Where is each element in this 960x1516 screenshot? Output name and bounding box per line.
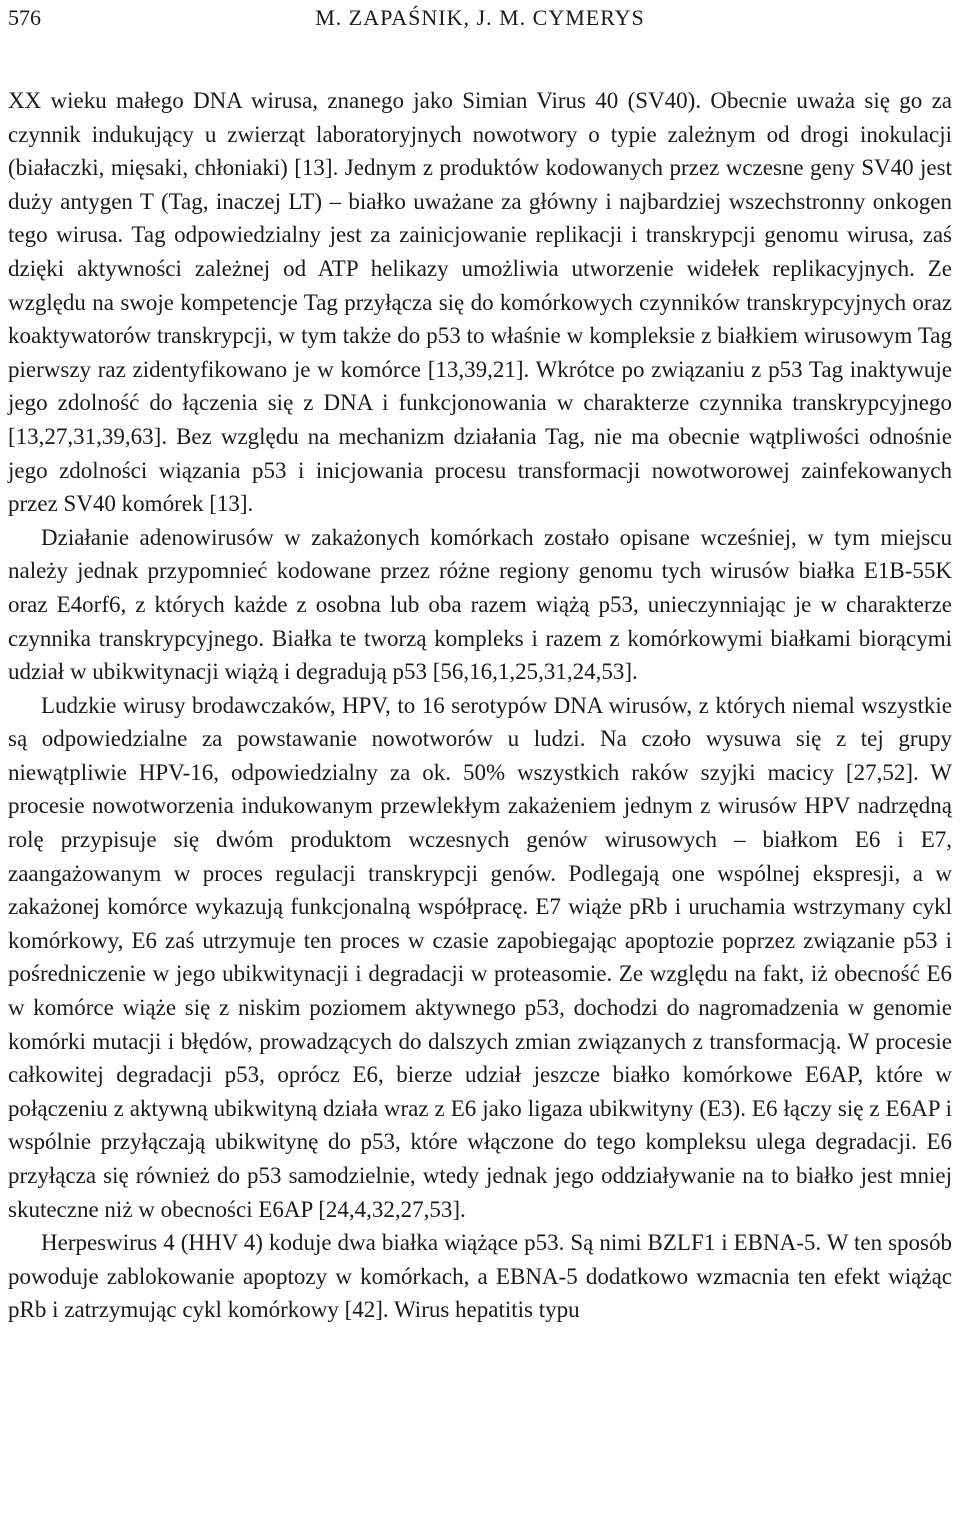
body-text — [8, 84, 952, 1327]
paragraph-hpv: Ludzkie wirusy brodawczaków, HPV, to 16 serotypów DNA wirusów, z których niemal wszystkie są odpowiedzialne za powstawanie nowotworów u ludzi. Na czoło wysuwa się z tej grupy niewątpliwie HPV-16, odpowiedzialny za ok. 50% wszystkich raków szyjki macicy [27,52]. W procesie nowotworzenia indukowanym przewlekłym zakażeniem jednym z wirusów HPV nadrzędną rolę przypisuje się dwóm produktom wczesnych genów wirusowych – białkom E6 i E7, zaangażowanym w proces regulacji transkrypcji genów. Podlegają one wspólnej ekspresji, a w zakażonej komórce wykazują funkcjonalną współpracę. E7 wiąże pRb i uruchamia wstrzymany cykl komórkowy, E6 zaś utrzymuje ten proces w czasie zapobiegając apoptozie poprzez związanie p53 i pośredniczenie w jego ubikwitynacji i degradacji w proteasomie. Ze względu na fakt, iż obecność E6 w komórce wiąże się z niskim poziomem aktywnego p53, dochodzi do nagromadzenia w genomie komórki mutacji i błędów, prowadzących do dalszych zmian związanych z transformacją. W procesie całkowitej degradacji p53, oprócz E6, bierze udział jeszcze białko komórkowe E6AP, które w połączeniu z aktywną ubikwityną działa wraz z E6 jako ligaza ubikwityny (E3). E6 łączy się z E6AP i wspólnie przyłączają ubikwitynę do p53, które włączone do tego kompleksu ulega degradacji. E6 przyłącza się również do p53 samodzielnie, wtedy jednak jego oddziaływanie na to białko jest mniej skuteczne niż w obecności E6AP [24,4,32,27,53]. — [8, 692, 952, 1222]
paragraph-herpesvirus: Herpeswirus 4 (HHV 4) koduje dwa białka wiążące p53. Są nimi BZLF1 i EBNA-5. W ten sposób powoduje zablokowanie apoptozy w komórkach, a EBNA-5 dodatkowo wzmacnia ten efekt wiążąc pRb i zatrzymując cykl komórkowy [42]. Wirus hepatitis typu — [8, 1230, 952, 1323]
page-header — [8, 4, 952, 32]
page-number: 576 — [8, 5, 41, 30]
paragraph-adenovirus: Działanie adenowirusów w zakażonych komórkach zostało opisane wcześniej, w tym miejscu należy jednak przypomnieć kodowane przez różne regiony genomu tych wirusów białka E1B-55K oraz E4orf6, z których każde z osobna lub oba razem wiążą p53, unieczynniając je w charakterze czynnika transkrypcyjnego. Białka te tworzą kompleks i razem z komórkowymi białkami biorącymi udział w ubikwitynacji wiążą i degradują p53 [56,16,1,25,31,24,53]. — [8, 524, 952, 685]
paragraph-sv40: XX wieku małego DNA wirusa, znanego jako Simian Virus 40 (SV40). Obecnie uważa się go za czynnik indukujący u zwierząt laboratoryjnych nowotwory o typie zależnym od drogi inokulacji (białaczki, mięsaki, chłoniaki) [13]. Jednym z produktów kodowanych przez wczesne geny SV40 jest duży antygen T (Tag, inaczej LT) – białko uważane za główny i najbardziej wszechstronny onkogen tego wirusa. Tag odpowiedzialny jest za zainicjowanie replikacji i transkrypcji genomu wirusa, zaś dzięki aktywności zależnej od ATP helikazy umożliwia utworzenie widełek replikacyjnych. Ze względu na swoje kompetencje Tag przyłącza się do komórkowych czynników transkrypcyjnych oraz koaktywatorów transkrypcji, w tym także do p53 to właśnie w kompleksie z białkiem wirusowym Tag pierwszy raz zidentyfikowano je w komórce [13,39,21]. Wkrótce po związaniu z p53 Tag inaktywuje jego zdolność do łączenia się z DNA i funkcjonowania w charakterze czynnika transkrypcyjnego [13,27,31,39,63]. Bez względu na mechanizm działania Tag, nie ma obecnie wątpliwości odnośnie jego zdolności wiązania p53 i inicjowania procesu transformacji nowotworowej zainfekowanych przez SV40 komórek [13]. — [8, 88, 952, 517]
running-head: M. ZAPAŚNIK, J. M. CYMERYS — [315, 5, 645, 30]
